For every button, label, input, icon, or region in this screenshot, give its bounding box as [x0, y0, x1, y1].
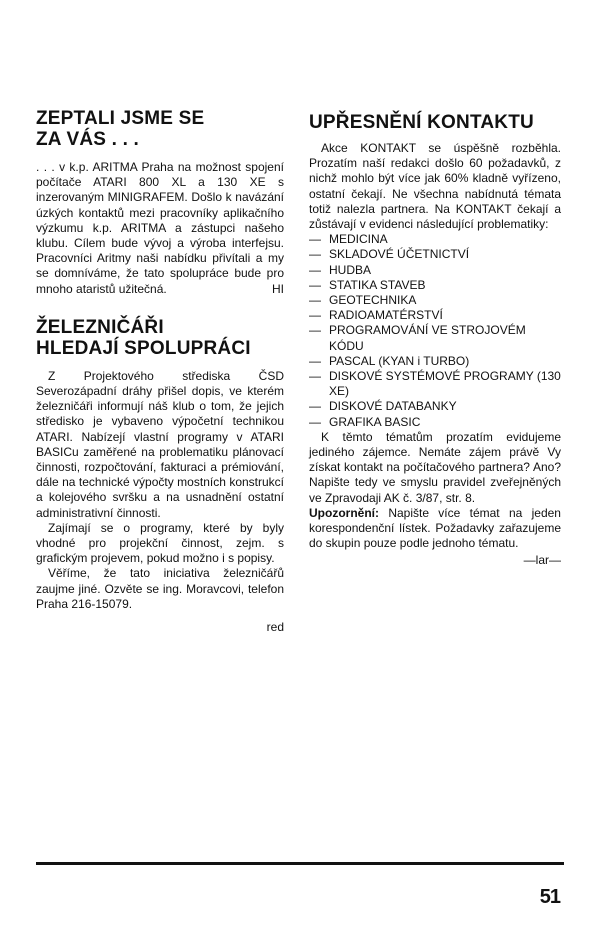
topic-list — [309, 232, 561, 430]
left-column — [36, 104, 284, 635]
article-zeptali: . . . v k.p. ARITMA Praha na možnost spojení počítače ATARI 800 XL a 130 XE s inzerovaným MINIGRAFEM. Došlo k navázání úzkých kontaktů mezi pracovníky aplikačního výzkumu k.p. ARITMA a zástupci našeho klubu. Cílem bude vývoj a výroba interfejsu. Pracovníci Aritmy naši nabídku přivítali a my se domníváme, že tato spolupráce bude pro mnoho ataristů užitečná. HI — [36, 160, 284, 296]
footer-rule — [36, 862, 564, 865]
list-item: — GEOTECHNIKA — [309, 293, 561, 308]
notice-label: Upozornění: — [309, 505, 379, 520]
heading-zeptali: ZEPTALI JSME SE ZA VÁS . . . — [36, 108, 205, 150]
list-item: — SKLADOVÉ ÚČETNICTVÍ — [309, 247, 561, 262]
right-column — [309, 112, 561, 568]
article-kontakt-after: K těmto tématům prozatím evidujeme jediného zájemce. Nemáte zájem právě Vy získat kontakt na počítačového partnera? Ano? Napište tedy ve smyslu pravidel zveřejněných ve Zpravodaji AK č. 3/87, str. 8. — [309, 429, 561, 505]
heading-upresneni: UPŘESNĚNÍ KONTAKTU — [309, 112, 534, 133]
list-item: — DISKOVÉ DATABANKY — [309, 399, 561, 414]
heading-zeleznicari: ŽELEZNIČÁŘI HLEDAJÍ SPOLUPRÁCI — [36, 316, 251, 359]
list-item: — PASCAL (KYAN i TURBO) — [309, 354, 561, 369]
article-zeleznicari-p3: Věříme, že tato iniciativa železničářů zaujme jiné. Ozvěte se ing. Moravcovi, telefon Praha 216-15079. — [36, 566, 284, 611]
list-item: — STATIKA STAVEB — [309, 278, 561, 293]
signature-red: red — [266, 620, 284, 635]
article-zeleznicari-p1: Z Projektového střediska ČSD Severozápadní dráhy přišel dopis, ve kterém železničáři informují náš klub o tom, že jejich středisko je vybaveno výpočetní technikou ATARI. Nabízejí vlastní programy v ATARI BASICu zaměřené na problematiku plánovací činnosti, rozpočtování, fakturaci a prémiování, dále na technické výpočty mostních konstrukcí a kolejového svršku a na usnadnění ostatní administrativní činnosti. — [36, 368, 284, 520]
article-zeleznicari-p2: Zajímají se o programy, které by byly vhodné pro projekční činnost, zejm. s grafickým projevem, pokud možno i s popisy. — [36, 520, 284, 566]
list-item: — HUDBA — [309, 263, 561, 278]
page-number: 51 — [539, 886, 560, 908]
list-item: — RADIOAMATÉRSTVÍ — [309, 308, 561, 323]
list-item: — PROGRAMOVÁNÍ VE STROJOVÉM KÓDU — [309, 323, 561, 353]
list-item: — DISKOVÉ SYSTÉMOVÉ PROGRAMY (130 XE) — [309, 369, 561, 399]
article-kontakt-notice: Upozornění: Napište více témat na jeden korespondenční lístek. Požadavky zařazujeme do skupin pouze podle jednoho tématu. — [309, 505, 561, 551]
list-item: — GRAFIKA BASIC — [309, 415, 561, 430]
signature-hi: HI — [272, 281, 284, 296]
article-kontakt-intro: Akce KONTAKT se úspěšně rozběhla. Prozatím naší redakci došlo 60 požadavků, z nichž mohlo být více jak 60% kladně vyřízeno, ostatní čekají. Ne všechna nabídnutá témata totiž nalezla partnera. Na KONTAKT čekají a zůstávají v evidenci následující problematiky: — [309, 141, 561, 232]
signature-lar: —lar— — [523, 553, 561, 568]
list-item: — MEDICINA — [309, 232, 561, 247]
